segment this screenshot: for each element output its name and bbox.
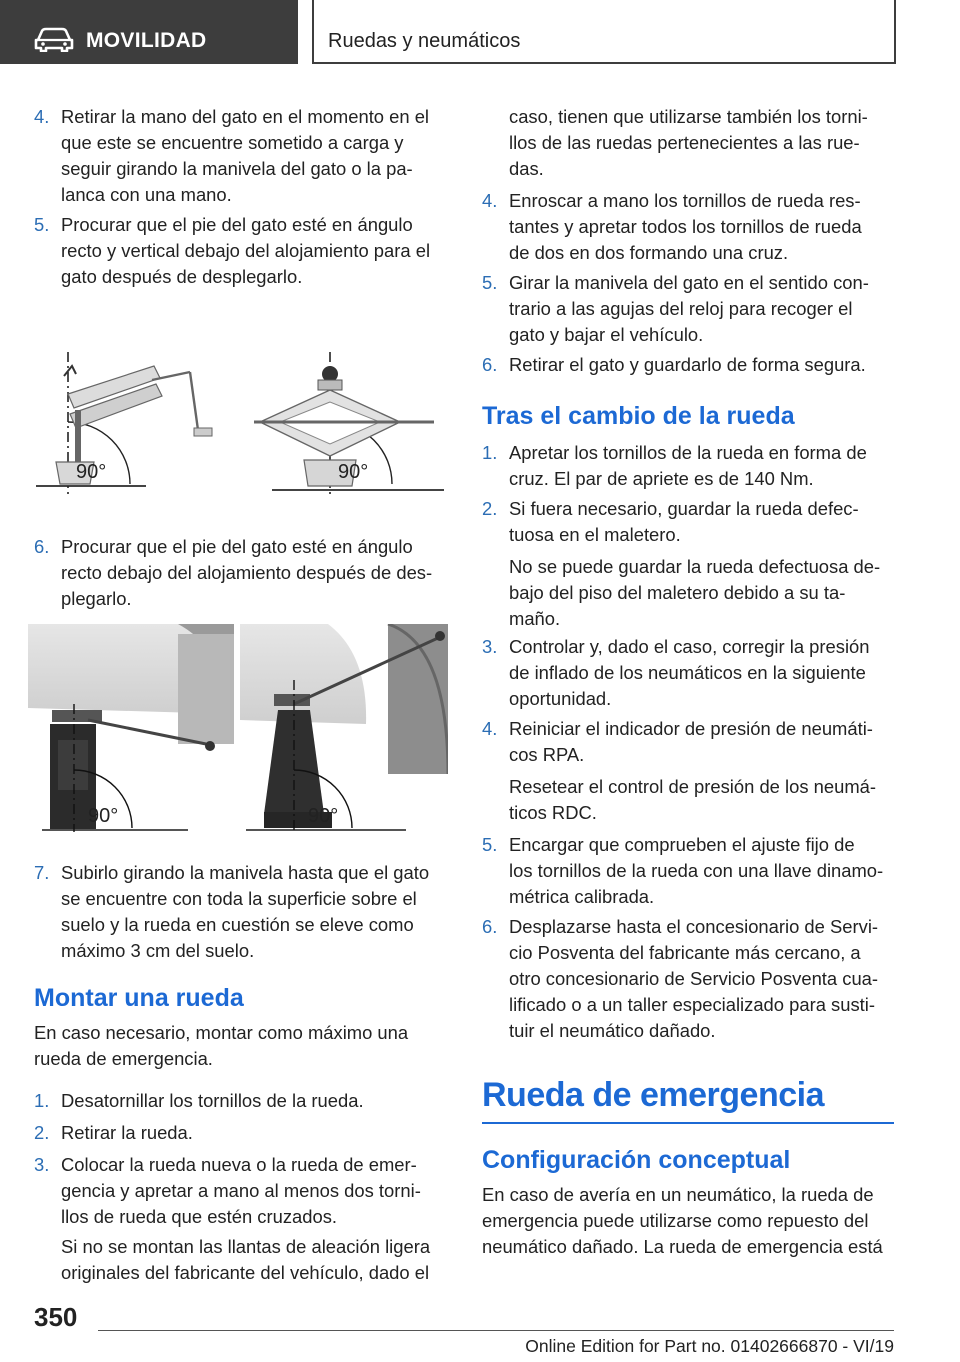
text-line: Girar la manivela del gato en el sentido con- <box>509 272 869 293</box>
text-line: oportunidad. <box>509 688 612 709</box>
text-line: Reiniciar el indicador de presión de neumáti- <box>509 718 873 739</box>
photo-jack-right <box>240 624 448 832</box>
text-line: llos de las ruedas pertenecientes a las rue- <box>509 132 860 153</box>
text-line: emergencia puede utilizarse como repuesto del <box>482 1210 869 1231</box>
text-line: En caso necesario, montar como máximo una <box>34 1022 409 1043</box>
step-number: 1. <box>482 442 498 463</box>
heading-montar-rueda: Montar una rueda <box>34 984 244 1012</box>
chapter-title: Ruedas y neumáticos <box>328 30 521 52</box>
text-line: Desatornillar los tornillos de la rueda. <box>61 1090 364 1111</box>
angle-label: 90° <box>88 805 119 827</box>
step-number: 4. <box>482 190 498 211</box>
step-number: 3. <box>34 1154 50 1175</box>
text-line: Retirar la mano del gato en el momento en el <box>61 106 430 127</box>
text-line: gencia y apretar a mano al menos dos torni- <box>61 1180 421 1201</box>
text-line: que este se encuentre sometido a carga y <box>61 132 404 153</box>
text-line: seguir girando la manivela del gato o la pa- <box>61 158 413 179</box>
text-line: gato y bajar el vehículo. <box>509 324 704 345</box>
jack-angle-illustration <box>34 344 444 500</box>
section-title: MOVILIDAD <box>86 29 207 52</box>
heading-underline <box>482 1122 894 1124</box>
text-line: bajo del piso del maletero debido a su ta- <box>509 582 846 603</box>
note-paragraph <box>61 1234 444 1286</box>
heading-tras-cambio: Tras el cambio de la rueda <box>482 402 795 430</box>
text-line: se encuentre con toda la superficie sobre el <box>61 888 417 909</box>
step-number: 4. <box>482 718 498 739</box>
heading-configuracion: Configuración conceptual <box>482 1146 791 1174</box>
header-chapter-box <box>312 0 896 64</box>
footer-edition: Online Edition for Part no. 01402666870 - VI/19 <box>525 1336 894 1356</box>
text-line: Colocar la rueda nueva o la rueda de emer- <box>61 1154 417 1175</box>
step-number: 2. <box>34 1122 50 1143</box>
text-line: Retirar el gato y guardarlo de forma segura. <box>509 354 866 375</box>
text-line: cos RPA. <box>509 744 585 765</box>
step-number: 5. <box>482 272 498 293</box>
text-line: Procurar que el pie del gato esté en ángulo <box>61 214 413 235</box>
text-line: métrica calibrada. <box>509 886 655 907</box>
step-number: 2. <box>482 498 498 519</box>
footer-rule <box>98 1330 894 1331</box>
jack-side-view <box>36 352 212 494</box>
text-line: originales del fabricante del vehículo, dado el <box>61 1262 430 1283</box>
text-line: los tornillos de la rueda con una llave dinamo- <box>509 860 884 881</box>
text-line: lanca con una mano. <box>61 184 232 205</box>
angle-label: 90° <box>338 461 369 483</box>
heading-rueda-emergencia: Rueda de emergencia <box>482 1076 824 1114</box>
text-line: neumático dañado. La rueda de emergencia está <box>482 1236 883 1257</box>
text-line: máximo 3 cm del suelo. <box>61 940 255 961</box>
car-icon <box>34 26 74 52</box>
text-line: de inflado de los neumáticos en la siguiente <box>509 662 866 683</box>
text-line: otro concesionario de Servicio Posventa cua- <box>509 968 879 989</box>
text-line: recto debajo del alojamiento después de des- <box>61 562 433 583</box>
text-line: llos de rueda que estén cruzados. <box>61 1206 338 1227</box>
text-line: Apretar los tornillos de la rueda en forma de <box>509 442 867 463</box>
text-line: recto y vertical debajo del alojamiento para el <box>61 240 431 261</box>
photo-jack-left <box>28 624 234 832</box>
text-line: Enroscar a mano los tornillos de rueda res- <box>509 190 861 211</box>
step-number: 6. <box>34 536 50 557</box>
text-line: maño. <box>509 608 561 629</box>
text-line: Si no se montan las llantas de aleación ligera <box>61 1236 431 1257</box>
text-line: rueda de emergencia. <box>34 1048 213 1069</box>
paragraph <box>34 1020 444 1072</box>
text-line: tuir el neumático dañado. <box>509 1020 716 1041</box>
text-line: Subirlo girando la manivela hasta que el gato <box>61 862 430 883</box>
step-number: 6. <box>482 354 498 375</box>
text-line: Si fuera necesario, guardar la rueda defec- <box>509 498 859 519</box>
text-line: No se puede guardar la rueda defectuosa de- <box>509 556 881 577</box>
text-line: Retirar la rueda. <box>61 1122 193 1143</box>
text-line: Controlar y, dado el caso, corregir la presión <box>509 636 870 657</box>
text-line: de dos en dos formando una cruz. <box>509 242 789 263</box>
text-line: Resetear el control de presión de los neumá- <box>509 776 876 797</box>
header-section-bar <box>0 0 298 64</box>
jack-front-view <box>254 352 444 494</box>
text-line: ticos RDC. <box>509 802 597 823</box>
step-number: 3. <box>482 636 498 657</box>
text-line: suelo y la rueda en cuestión se eleve como <box>61 914 414 935</box>
step-number: 5. <box>482 834 498 855</box>
text-line: das. <box>509 158 544 179</box>
step-number: 4. <box>34 106 50 127</box>
text-line: Desplazarse hasta el concesionario de Servi- <box>509 916 879 937</box>
step-number: 5. <box>34 214 50 235</box>
text-line: lificado o a un taller especializado para susti- <box>509 994 875 1015</box>
jack-under-vehicle-photos <box>28 624 448 832</box>
text-line: caso, tienen que utilizarse también los torni- <box>509 106 868 127</box>
text-line: trario a las agujas del reloj para recoger el <box>509 298 853 319</box>
step-number: 7. <box>34 862 50 883</box>
angle-label: 90° <box>308 805 339 827</box>
text-line: En caso de avería en un neumático, la rueda de <box>482 1184 874 1205</box>
text-line: tuosa en el maletero. <box>509 524 681 545</box>
continued-paragraph <box>509 104 894 182</box>
page-number: 350 <box>34 1302 78 1332</box>
text-line: cio Posventa del fabricante más cercano, a <box>509 942 861 963</box>
paragraph <box>482 1182 894 1260</box>
text-line: Procurar que el pie del gato esté en ángulo <box>61 536 413 557</box>
step-number: 6. <box>482 916 498 937</box>
text-line: tantes y apretar todos los tornillos de rueda <box>509 216 862 237</box>
text-line: plegarlo. <box>61 588 132 609</box>
text-line: gato después de desplegarlo. <box>61 266 303 287</box>
text-line: Encargar que comprueben el ajuste fijo de <box>509 834 855 855</box>
angle-label: 90° <box>76 461 107 483</box>
step-number: 1. <box>34 1090 50 1111</box>
text-line: cruz. El par de apriete es de 140 Nm. <box>509 468 814 489</box>
